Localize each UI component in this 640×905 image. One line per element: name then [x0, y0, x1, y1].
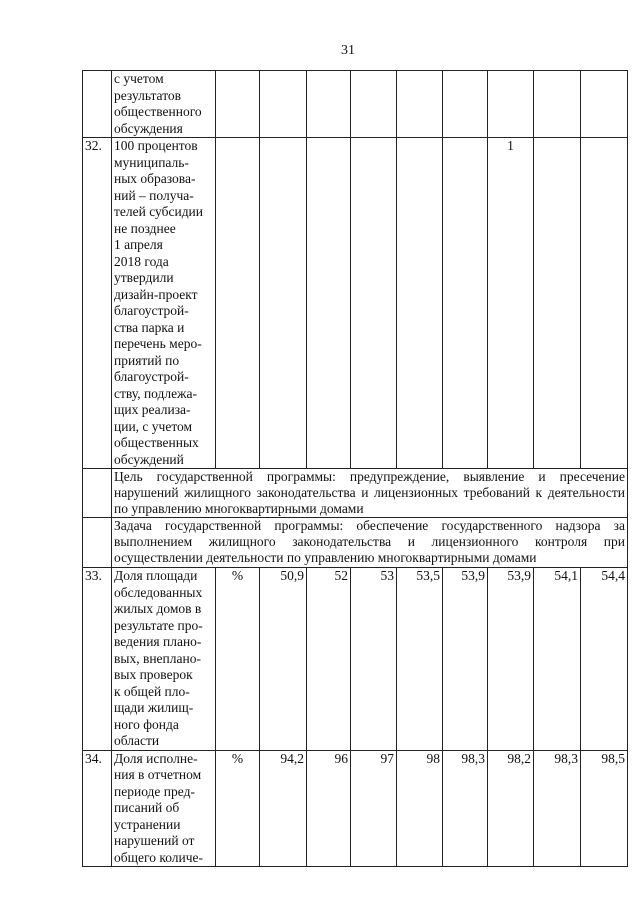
- value-cell: [260, 71, 307, 138]
- indicators-table: [82, 70, 628, 867]
- row-number-cell: [83, 469, 112, 518]
- value-cell: 53,9: [443, 568, 488, 751]
- unit-cell: %: [216, 568, 260, 751]
- value-cell: [307, 138, 351, 469]
- row-number-cell: 32.: [83, 138, 112, 469]
- unit-cell: [216, 138, 260, 469]
- row-number-cell: 33.: [83, 568, 112, 751]
- value-cell: 53: [351, 568, 397, 751]
- value-cell: 96: [307, 750, 351, 867]
- program-goal: Цель государственной программы: предупреждение, выявление и пресечение нарушений жилищного законодательства и лицензионных требований к деятельности по управлению многоквартирными домами: [112, 469, 628, 518]
- table-row: [83, 138, 628, 469]
- value-cell: 54,1: [534, 568, 581, 751]
- indicator-name-cell: Доля исполне- ния в отчетном периоде пред- писаний об устранении нарушений от общего количе-: [112, 750, 216, 867]
- value-cell: 98,2: [488, 750, 534, 867]
- indicator-name-cell: 100 процентов муниципаль- ных образова- ний – получа- телей субсидии не позднее 1 апреля 2018 года утвердили дизайн-проект благоустрой- ства парка и перечень меро- приятий по благоустрой- ству, подлежа- щих реализа- ции, с учетом общественных обсуждений: [112, 138, 216, 469]
- value-cell: 98,3: [534, 750, 581, 867]
- value-cell: [581, 71, 628, 138]
- value-cell: [397, 138, 443, 469]
- value-cell: [488, 71, 534, 138]
- indicator-name-cell: Доля площади обследованных жилых домов в результате про- ведения плано- вых, внеплано- вых проверок к общей пло- щади жилищ- ного фонда области: [112, 568, 216, 751]
- value-cell: 94,2: [260, 750, 307, 867]
- program-task: Задача государственной программы: обеспечение государственного надзора за выполнением жилищного законодательства и лицензионного контроля при осуществлении деятельности по управлению многоквартирными домами: [112, 518, 628, 568]
- unit-cell: [216, 71, 260, 138]
- value-cell: 98,3: [443, 750, 488, 867]
- table-row: [83, 71, 628, 138]
- value-cell: [443, 138, 488, 469]
- value-cell: [581, 138, 628, 469]
- row-number-cell: 34.: [83, 750, 112, 867]
- value-cell: 98: [397, 750, 443, 867]
- page-number: 31: [341, 43, 355, 58]
- table-row: [83, 518, 628, 568]
- value-cell: [351, 138, 397, 469]
- table-row: [83, 469, 628, 518]
- value-cell: 54,4: [581, 568, 628, 751]
- table-row: [83, 750, 628, 867]
- table-row: [83, 568, 628, 751]
- value-cell: 50,9: [260, 568, 307, 751]
- value-cell: [534, 71, 581, 138]
- value-cell: [307, 71, 351, 138]
- value-cell: 97: [351, 750, 397, 867]
- value-cell: [351, 71, 397, 138]
- value-cell: 53,5: [397, 568, 443, 751]
- indicator-name-cell: с учетом результатов общественного обсуждения: [112, 71, 216, 138]
- value-cell: [443, 71, 488, 138]
- value-cell: 1: [488, 138, 534, 469]
- value-cell: 52: [307, 568, 351, 751]
- value-cell: [260, 138, 307, 469]
- value-cell: 98,5: [581, 750, 628, 867]
- value-cell: [397, 71, 443, 138]
- value-cell: [534, 138, 581, 469]
- unit-cell: %: [216, 750, 260, 867]
- row-number-cell: [83, 518, 112, 568]
- value-cell: 53,9: [488, 568, 534, 751]
- row-number-cell: [83, 71, 112, 138]
